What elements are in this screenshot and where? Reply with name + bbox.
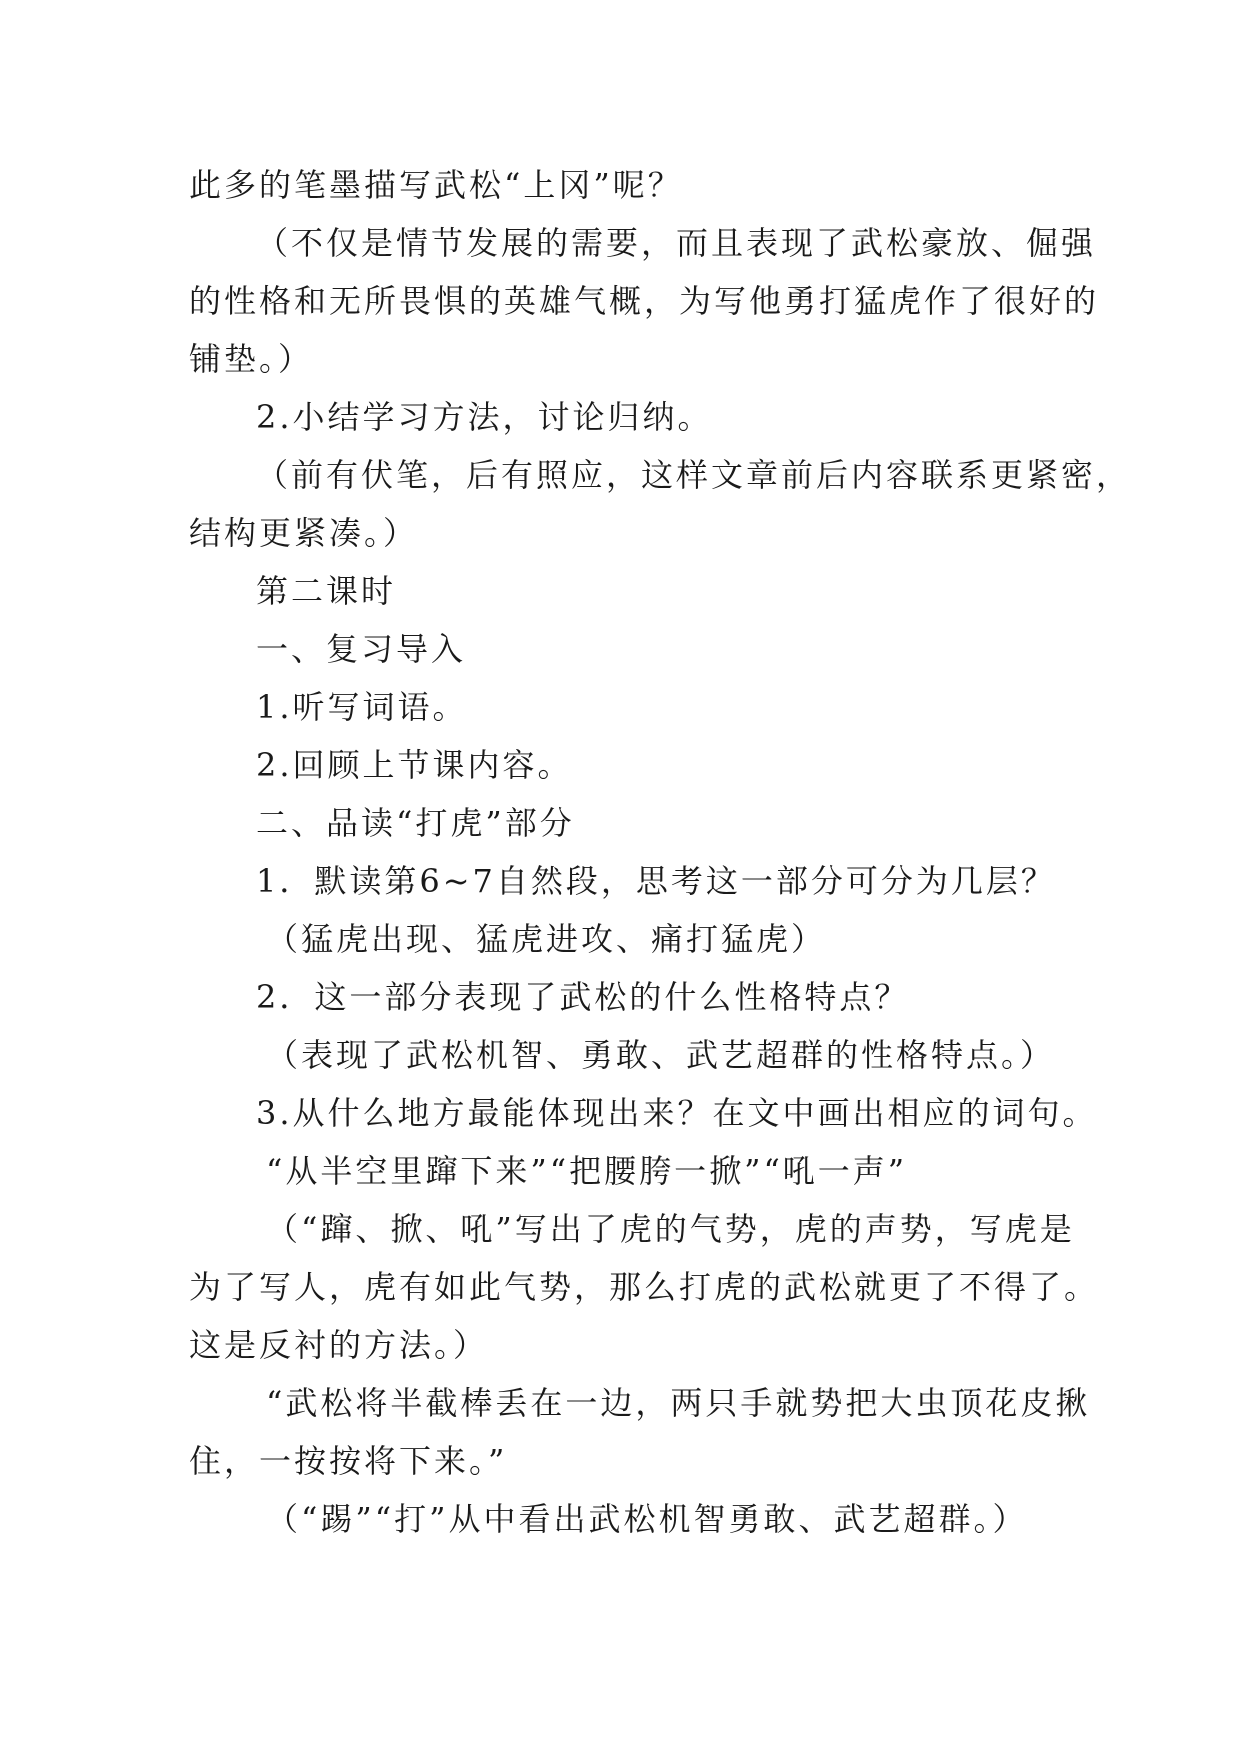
- text-line: （猛虎出现、猛虎进攻、痛打猛虎）: [266, 920, 827, 958]
- text-line: 这是反衬的方法。）: [189, 1326, 489, 1364]
- text-line: （表现了武松机智、勇敢、武艺超群的性格特点。）: [266, 1036, 1056, 1074]
- text-line: “武松将半截棒丢在一边，两只手就势把大虫顶花皮揪: [266, 1384, 1091, 1422]
- text-line: 此多的笔墨描写武松“上冈”呢？: [189, 166, 683, 204]
- section-heading: 第二课时: [256, 572, 397, 610]
- text-line: （不仅是情节发展的需要，而且表现了武松豪放、倔强: [256, 224, 1097, 262]
- text-line: （前有伏笔，后有照应，这样文章前后内容联系更紧密，: [256, 456, 1132, 494]
- text-line: 2.小结学习方法，讨论归纳。: [256, 398, 713, 436]
- text-line: 铺垫。）: [189, 340, 314, 378]
- text-line: 住，一按按将下来。”: [189, 1442, 508, 1480]
- section-heading: 一、复习导入: [256, 630, 467, 668]
- text-line: “从半空里蹿下来”“把腰胯一掀”“吼一声”: [266, 1152, 908, 1190]
- text-line: 1.听写词语。: [256, 688, 468, 726]
- text-line: 1．默读第6~7自然段，思考这一部分可分为几层？: [256, 862, 1056, 900]
- text-line: 为了写人，虎有如此气势，那么打虎的武松就更了不得了。: [189, 1268, 1100, 1306]
- text-line: （“踢”“打”从中看出武松机智勇敢、武艺超群。）: [266, 1500, 1028, 1538]
- text-line: 结构更紧凑。）: [189, 514, 419, 552]
- text-line: （“蹿、掀、吼”写出了虎的气势，虎的声势，写虎是: [266, 1210, 1075, 1248]
- section-heading: 二、品读“打虎”部分: [256, 804, 575, 842]
- text-line: 2.回顾上节课内容。: [256, 746, 573, 784]
- text-line: 2．这一部分表现了武松的什么性格特点？: [256, 978, 910, 1016]
- text-line: 的性格和无所畏惧的英雄气概，为写他勇打猛虎作了很好的: [189, 282, 1100, 320]
- text-line: 3.从什么地方最能体现出来？在文中画出相应的词句。: [256, 1094, 1098, 1132]
